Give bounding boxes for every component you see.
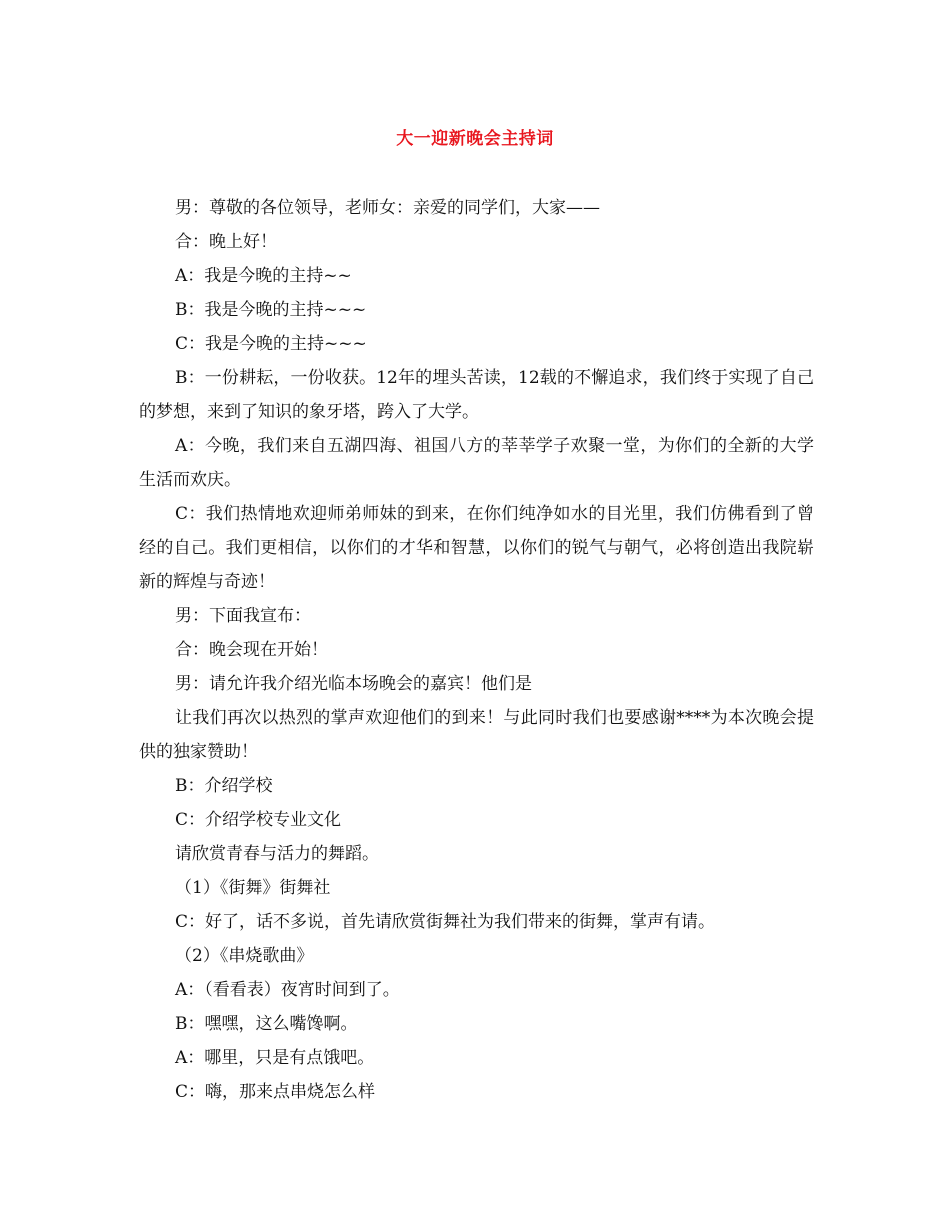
paragraph: 男：尊敬的各位领导，老师女：亲爱的同学们，大家—— xyxy=(175,198,600,218)
paragraph: C：嗨，那来点串烧怎么样 xyxy=(175,1082,376,1102)
paragraph: B：一份耕耘，一份收获。12年的埋头苦读，12载的不懈追求，我们终于实现了自己的梦想，来到了知识的象牙塔，跨入了大学。 xyxy=(139,368,814,422)
paragraph: （1）《街舞》街舞社 xyxy=(175,878,331,898)
paragraph: 男：请允许我介绍光临本场晚会的嘉宾！他们是 xyxy=(175,674,532,694)
paragraph: 合：晚会现在开始！ xyxy=(175,640,328,660)
paragraph: A：哪里，只是有点饿吧。 xyxy=(175,1048,375,1068)
paragraph: C：介绍学校专业文化 xyxy=(175,810,342,830)
paragraph: C：好了，话不多说，首先请欣赏街舞社为我们带来的街舞，掌声有请。 xyxy=(175,912,716,932)
paragraph: C：我是今晚的主持~~~ xyxy=(175,334,367,354)
paragraph: C：我们热情地欢迎师弟师妹的到来，在你们纯净如水的目光里，我们仿佛看到了曾经的自己。我们更相信，以你们的才华和智慧，以你们的锐气与朝气，必将创造出我院崭新的辉煌与奇迹！ xyxy=(139,504,814,592)
paragraph: 请欣赏青春与活力的舞蹈。 xyxy=(175,844,379,864)
paragraph: B：我是今晚的主持~~~ xyxy=(175,300,367,320)
paragraph: A：（看看表）夜宵时间到了。 xyxy=(175,980,400,1000)
paragraph: （2）《串烧歌曲》 xyxy=(175,946,314,966)
paragraph: B：嘿嘿，这么嘴馋啊。 xyxy=(175,1014,358,1034)
paragraph: 合：晚上好！ xyxy=(175,232,277,252)
paragraph: 让我们再次以热烈的掌声欢迎他们的到来！与此同时我们也要感谢****为本次晚会提供的独家赞助！ xyxy=(139,708,814,762)
document-body xyxy=(139,191,814,1109)
paragraph: A：我是今晚的主持~~ xyxy=(175,266,352,286)
paragraph: A：今晚，我们来自五湖四海、祖国八方的莘莘学子欢聚一堂，为你们的全新的大学生活而欢庆。 xyxy=(139,436,814,490)
document-title: 大一迎新晚会主持词 xyxy=(396,129,554,149)
paragraph: B：介绍学校 xyxy=(175,776,273,796)
paragraph: 男：下面我宣布： xyxy=(175,606,311,626)
